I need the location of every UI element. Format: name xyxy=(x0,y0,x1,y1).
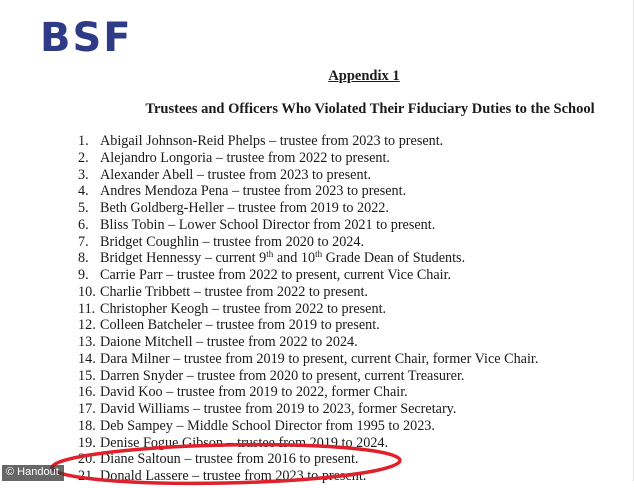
item-number: 2. xyxy=(78,149,89,166)
ordinal-suffix: th xyxy=(315,249,323,260)
ordinal-suffix: th xyxy=(266,249,274,260)
item-text: Christopher Keogh – trustee from 2022 to present. xyxy=(100,300,387,317)
item-number: 8. xyxy=(78,250,89,267)
list-item xyxy=(78,468,618,485)
item-number: 4. xyxy=(78,183,89,200)
item-number: 16. xyxy=(78,384,96,401)
item-number: 3. xyxy=(78,166,89,183)
list-item xyxy=(78,250,618,267)
item-text: David Williams – trustee from 2019 to 2023, former Secretary. xyxy=(100,401,457,417)
appendix-title xyxy=(0,68,634,85)
item-text: Dara Milner – trustee from 2019 to present, current Chair, former Vice Chair. xyxy=(100,350,539,367)
list-item xyxy=(78,267,618,284)
item-text-part: Bridget Hennessy – current 9 xyxy=(100,250,267,267)
item-text: Alexander Abell – trustee from 2023 to present. xyxy=(100,166,372,183)
item-text: Carrie Parr – trustee from 2022 to present, current Vice Chair. xyxy=(100,267,452,283)
item-number: 13. xyxy=(78,334,96,350)
item-text: David Koo – trustee from 2019 to 2022, former Chair. xyxy=(100,384,408,401)
item-text: Daione Mitchell – trustee from 2022 to 2024. xyxy=(100,334,358,350)
item-text: Denise Fogue Gibson – trustee from 2019 to 2024. xyxy=(100,434,389,451)
list-item xyxy=(78,234,618,251)
item-text: Beth Goldberg-Heller – trustee from 2019 to 2022. xyxy=(100,200,389,216)
handout-watermark: © Handout xyxy=(2,465,64,481)
item-text xyxy=(100,250,465,266)
item-number: 6. xyxy=(78,216,89,233)
item-number: 15. xyxy=(78,367,96,384)
item-number: 20. xyxy=(78,451,96,468)
item-text: Bridget Coughlin – trustee from 2020 to 2024. xyxy=(100,233,365,250)
item-number: 10. xyxy=(78,283,96,300)
list-item xyxy=(78,334,618,351)
list-item xyxy=(78,217,618,234)
list-item xyxy=(78,351,618,368)
list-item xyxy=(78,133,618,150)
list-item xyxy=(78,301,618,318)
item-number: 9. xyxy=(78,267,89,283)
item-text: Andres Mendoza Pena – trustee from 2023 to present. xyxy=(100,183,407,200)
bsf-logo: BSF xyxy=(40,15,133,61)
item-text-part: Grade Dean of Students. xyxy=(322,250,466,267)
item-number: 1. xyxy=(78,133,89,149)
item-number: 17. xyxy=(78,401,96,417)
item-text: Bliss Tobin – Lower School Director from 2021 to present. xyxy=(100,216,436,233)
item-text: Alejandro Longoria – trustee from 2022 to present. xyxy=(100,149,390,166)
document-heading xyxy=(0,101,634,118)
item-text: Abigail Johnson-Reid Phelps – trustee from 2023 to present. xyxy=(100,133,444,149)
trustee-list xyxy=(78,133,618,485)
item-text: Charlie Tribbett – trustee from 2022 to present. xyxy=(100,283,368,300)
item-text: Colleen Batcheler – trustee from 2019 to present. xyxy=(100,317,380,334)
item-number: 21. xyxy=(78,468,96,484)
item-number: 11. xyxy=(78,300,96,317)
list-item xyxy=(78,284,618,301)
list-item xyxy=(78,401,618,418)
list-item xyxy=(78,435,618,452)
item-text: Diane Saltoun – trustee from 2016 to present. xyxy=(100,451,359,468)
item-text: Deb Sampey – Middle School Director from 1995 to 2023. xyxy=(100,417,435,434)
item-number: 18. xyxy=(78,417,96,434)
list-item-highlighted xyxy=(78,451,618,468)
item-number: 19. xyxy=(78,434,96,451)
list-item xyxy=(78,384,618,401)
item-number: 5. xyxy=(78,200,89,216)
list-item xyxy=(78,368,618,385)
list-item xyxy=(78,150,618,167)
item-text: Donald Lassere – trustee from 2023 to present. xyxy=(100,468,367,484)
list-item xyxy=(78,200,618,217)
item-number: 14. xyxy=(78,350,96,367)
item-number: 7. xyxy=(78,233,89,250)
item-text-part: and 10 xyxy=(273,250,316,267)
item-number: 12. xyxy=(78,317,96,334)
document-heading-text: Trustees and Officers Who Violated Their Fiduciary Duties to the School xyxy=(145,101,595,117)
item-text: Darren Snyder – trustee from 2020 to present, current Treasurer. xyxy=(100,367,465,384)
list-item xyxy=(78,183,618,200)
list-item xyxy=(78,418,618,435)
list-item xyxy=(78,317,618,334)
list-item xyxy=(78,167,618,184)
appendix-title-text: Appendix 1 xyxy=(328,68,400,84)
